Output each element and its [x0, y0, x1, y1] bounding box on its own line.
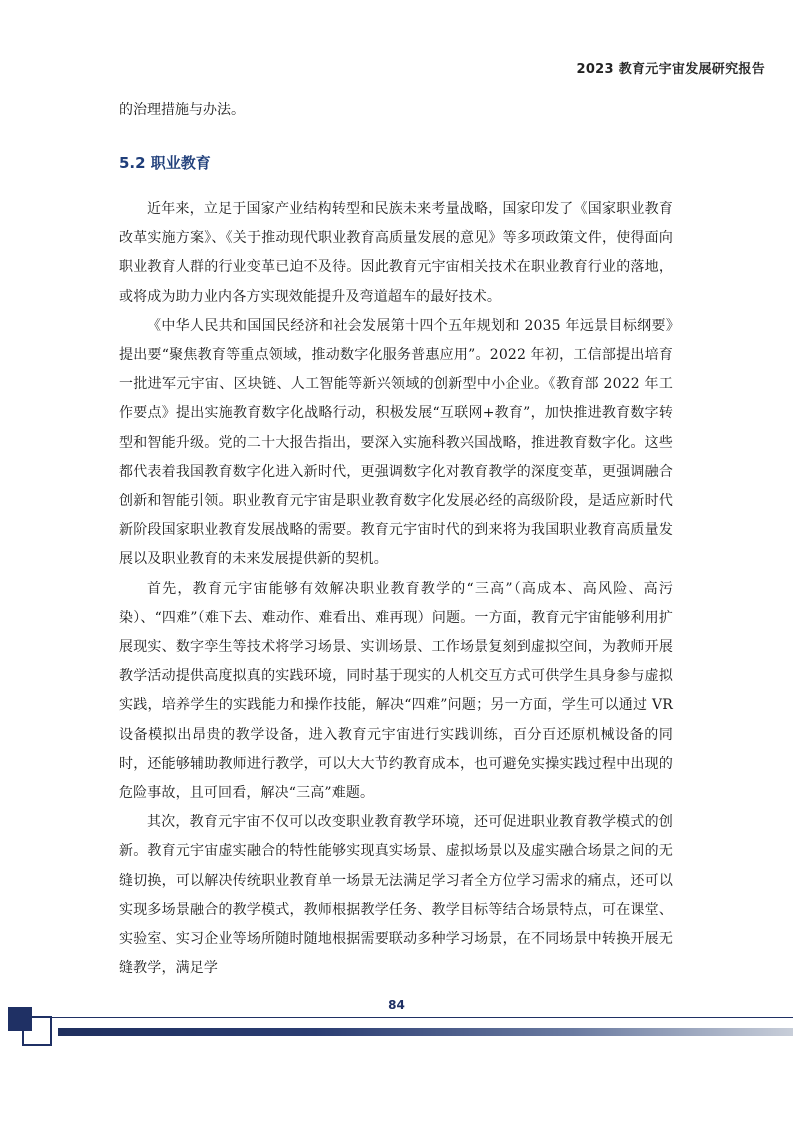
page-content: [119, 96, 673, 983]
paragraph-2: 《中华人民共和国国民经济和社会发展第十四个五年规划和 2035 年远景目标纲要》提出要“聚焦教育等重点领域，推动数字化服务普惠应用”。2022 年初，工信部提出培育一批进军元宇宙、区块链、人工智能等新兴领域的创新型中小企业。《教育部 2022 年工作要点》提出实施教育数字化战略行动，积极发展“互联网+教育”，加快推进教育数字转型和智能升级。党的二十大报告指出，要深入实施科教兴国战略，推进教育数字化。这些都代表着我国教育数字化进入新时代，更强调数字化对教育教学的深度变革，更强调融合创新和智能引领。职业教育元宇宙是职业教育数字化发展必经的高级阶段，是适应新时代新阶段国家职业教育发展战略的需要。教育元宇宙时代的到来将为我国职业教育高质量发展以及职业教育的未来发展提供新的契机。: [119, 317, 673, 568]
footer-gradient-bar: [58, 1028, 793, 1036]
footer-thin-line: [44, 1017, 793, 1018]
paragraph-3: 首先，教育元宇宙能够有效解决职业教育教学的“三高”（高成本、高风险、高污染）、“四难”（难下去、难动作、难看出、难再现）问题。一方面，教育元宇宙能够利用扩展现实、数字孪生等技术将学习场景、实训场景、工作场景复刻到虚拟空间，为教师开展教学活动提供高度拟真的实践环境，同时基于现实的人机交互方式可供学生具身参与虚拟实践，培养学生的实践能力和操作技能，解决“四难”问题；另一方面，学生可以通过 VR 设备模拟出昂贵的教学设备，进入教育元宇宙进行实践训练，百分百还原机械设备的同时，还能够辅助教师进行教学，可以大大节约教育成本，也可避免实操实践过程中出现的危险事故，且可回看，解决“三高”难题。: [119, 580, 673, 802]
footer-square-outline: [22, 1016, 52, 1046]
section-title: 5.2 职业教育: [119, 154, 211, 172]
paragraph-1: 近年来，立足于国家产业结构转型和民族未来考量战略，国家印发了《国家职业教育改革实施方案》、《关于推动现代职业教育高质量发展的意见》等多项政策文件，使得面向职业教育人群的行业变革已迫不及待。因此教育元宇宙相关技术在职业教育行业的落地，或将成为助力业内各方实现效能提升及弯道超车的最好技术。: [119, 201, 673, 305]
continued-text: 的治理措施与办法。: [119, 102, 245, 118]
report-header-title: 2023 教育元宇宙发展研究报告: [576, 62, 765, 77]
page-number: 84: [388, 998, 405, 1012]
paragraph-4: 其次，教育元宇宙不仅可以改变职业教育教学环境，还可促进职业教育教学模式的创新。教育元宇宙虚实融合的特性能够实现真实场景、虚拟场景以及虚实融合场景之间的无缝切换，可以解决传统职业教育单一场景无法满足学习者全方位学习需求的痛点，还可以实现多场景融合的教学模式，教师根据教学任务、教学目标等结合场景特点，可在课堂、实验室、实习企业等场所随时随地根据需要联动多种学习场景，在不同场景中转换开展无缝教学，满足学: [119, 814, 673, 977]
